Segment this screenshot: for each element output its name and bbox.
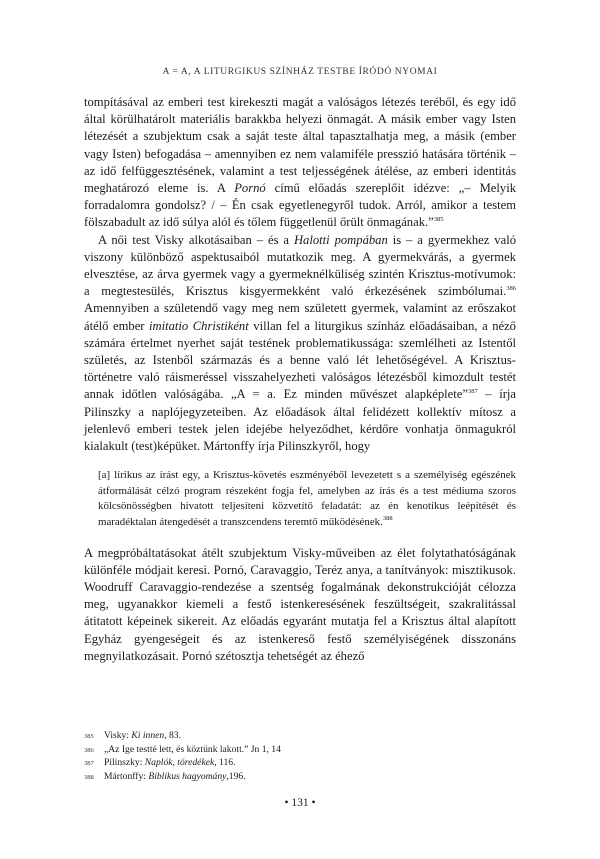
page-number: • 131 • xyxy=(284,797,316,809)
footnote: 385 Visky: Ki innen, 83. xyxy=(84,730,181,741)
block-quote: [a] lírikus az írást egy, a Krisztus-követés eszményéből levezetett s a személyiség egészének átformálását célzó program részeként fogja fel, amelyben az írás és a test médiuma szoros kölcsönösségben hivatott teljesíteni közvetítő feladatát: az én kenotikus leépítését és maradéktalan átengedését a transzcendens teremtő működésének.$^{388}$ xyxy=(98,469,516,529)
footnote: 386 „Az Ige testté lett, és köztünk lakott.” Jn 1, 14 xyxy=(84,743,281,755)
footnote-ref-385[interactable]: 385 xyxy=(433,216,444,224)
footnote: 388 Mártonffy: Biblikus hagyomány,196. xyxy=(84,770,246,782)
footnote-ref-386[interactable]: 386 xyxy=(506,285,516,293)
paragraph-2: A női test Visky alkotásaiban – és a Halotti pompában is – a gyermekhez való viszony különböző aspektusaiból mutatkozik meg. A gyermekvárás, a gyermek elvesztése, az árva gyermek vagy a gyermeknélküliség szintén Krisztus-motívumok: a megtestesülés, Krisztus kisgyermekként való érkezésének szimbólumai.$^{386}$ Amennyiben a születendő vagy meg nem született gyermek, valamint az erőszakot átélő ember imitatio Christiként villan fel a liturgikus színház előadásaiban, a néző számára értelmet nyerhet saját testének problematikussága: szemlélheti az Istentől születés, az Istenből származás és a benne való lét lehetőségével. A Krisztus-történetre való ráismeréssel visszahelyezheti valóságos létezésből kimozdult testét annak időtlen valóságába. „A = a. Ez minden művészet alapképlete”$^{387}$ – írja Pilinszky a naplójegyzeteiben. Az előadások által felidézett kollektív mítosz a jelenlevő emberi testek jelen idejébe helyeződhet, kérdőre vonhatja önmagukról kialakult (test)képüket. Mártonffy írja Pilinszkyről, hogy xyxy=(84,232,516,454)
footnote-ref-388[interactable]: 388 xyxy=(382,515,393,523)
main-text xyxy=(84,94,516,665)
paragraph-1: tompításával az emberi test kirekeszti magát a valóságos létezés teréből, és egy idő által körülhatárolt materiális barakkba helyezi önmagát. A másik ember vagy Isten létezését a szubjektum csak a saját teste által tapasztalhatja meg, a másik (ember vagy Isten) befogadása – amennyiben ez nem valamiféle presszió hatására történik – az idő felfüggesztésének, valamint a test teljességének átélése, az emberi identitás meghatározó eleme is. A Pornó című előadás szereplőit idézve: „– Melyik forradalomra gondolsz? / – Én csak egyetlenegyről tudok. Arról, amikor a testem fölszabadult az idő súlya alól és tőlem függetlenül őrült önmagának.”$^{385}$ xyxy=(84,95,516,230)
paragraph-3: A megpróbáltatásokat átélt szubjektum Visky-műveiben az élet folytathatóságának különféle módjait keresi. Pornó, Caravaggio, Teréz anya, a tanítványok: misztikusok. Woodruff Caravaggio-rendezése a szentség fogalmának dekonstrukcióját célozza meg, ugyanakkor kiemeli a festő istenkeresésének feszültségeit, szakralitással átitatott képeinek sikereit. Az előadás egyaránt mutatja fel a Krisztus által alapított Egyház gyengeségeit és az istenkereső festő személyiségének disszonáns megnyilatkozásait. Pornó szétosztja tehetségét az éhező xyxy=(84,545,516,663)
footnotes xyxy=(84,730,516,784)
running-head: A = A, A LITURGIKUS SZÍNHÁZ TESTBE ÍRÓDÓ NYOMAI xyxy=(162,67,438,77)
footnote-ref-387[interactable]: 387 xyxy=(467,388,478,396)
footnote: 387 Pilinszky: Naplók, töredékek, 116. xyxy=(84,757,236,769)
